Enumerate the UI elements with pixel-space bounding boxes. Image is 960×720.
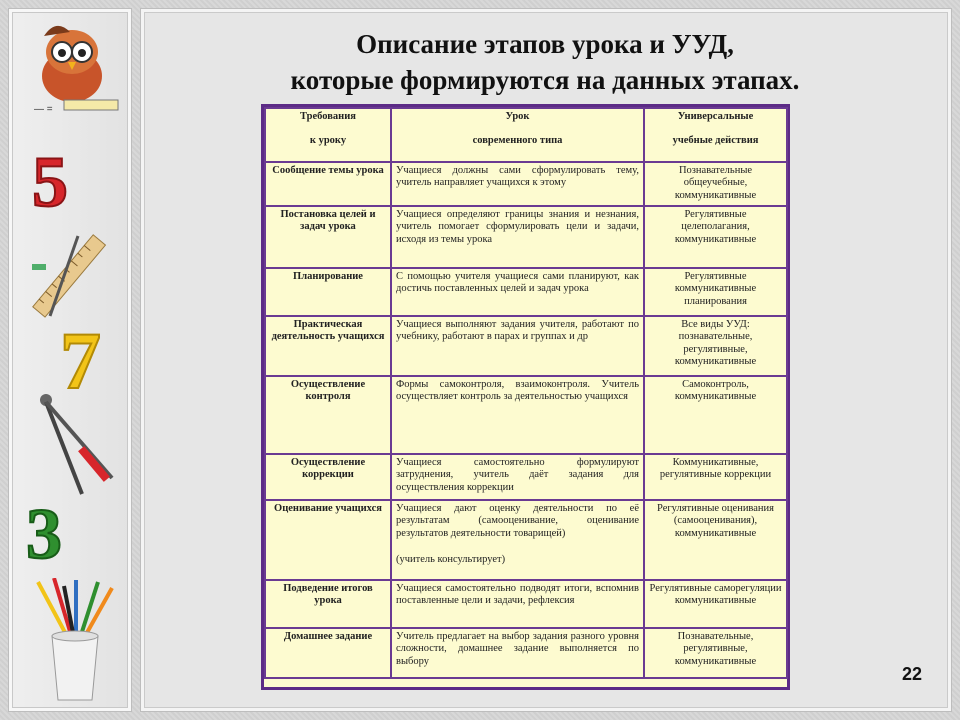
header-lesson-bottom: современного типа [472,135,563,147]
description-cell: Учащиеся определяют границы знания и незнания, учитель помогает сформулировать цели и задачи, исходя из темы урока [391,206,644,268]
table-row [265,376,787,454]
compass-icon [24,386,120,496]
uud-cell: Регулятивные оценивания (самооценивания), коммуникативные [644,500,787,580]
lesson-stages-table [261,104,790,690]
description-cell: Учащиеся самостоятельно подводят итоги, вспомнив поставленные цели и задачи, рефлексия [391,580,644,628]
table-row [265,206,787,268]
owl-teacher-icon [14,14,126,114]
uud-cell: Регулятивные коммуникативные планирования [644,268,787,316]
slide-title [140,26,950,98]
table-row [265,580,787,628]
description-cell [391,500,644,580]
stage-cell: Планирование [265,268,391,316]
svg-text:— =: — = [34,104,53,114]
stage-cell: Осуществление контроля [265,376,391,454]
description-cell: С помощью учителя учащиеся сами планируют, как достичь поставленных целей и задач урока [391,268,644,316]
header-requirements-bottom: к уроку [309,135,347,147]
stage-cell: Сообщение темы урока [265,162,391,206]
table-row [265,162,787,206]
uud-cell: Регулятивные целеполагания, коммуникативные [644,206,787,268]
stage-cell: Оценивание учащихся [265,500,391,580]
table-row [265,500,787,580]
description-cell: Формы самоконтроля, взаимоконтроля. Учитель осуществляет контроль за деятельностью учащихся [391,376,644,454]
header-uud [644,108,787,162]
uud-cell: Познавательные общеучебные, коммуникативные [644,162,787,206]
header-lesson [391,108,644,162]
stage-cell: Домашнее задание [265,628,391,678]
ruler-pencil-icon [20,228,120,328]
stage-cell: Практическая деятельность учащихся [265,316,391,376]
stage-cell: Постановка целей и задач урока [265,206,391,268]
header-uud-top: Универсальные [677,111,754,122]
page-number: 22 [902,664,923,684]
stage-cell: Подведение итогов урока [265,580,391,628]
uud-cell: Коммуникативные, регулятивные коррекции [644,454,787,500]
description-text: Учащиеся дают оценку деятельности по её результатам (самооценивание, оценивание результатов деятельности товарищей) [396,503,639,539]
table-row [265,454,787,500]
number-five-icon [26,146,96,216]
number-three-icon [22,496,92,568]
description-cell: Учащиеся должны сами сформулировать тему, учитель направляет учащихся к этому [391,162,644,206]
description-cell: Учащиеся выполняют задания учителя, работают по учебнику, работают в парах и группах и др [391,316,644,376]
uud-cell: Самоконтроль, коммуникативные [644,376,787,454]
uud-cell: Все виды УУД: познавательные, регулятивные, коммуникативные [644,316,787,376]
header-lesson-top: Урок [505,111,530,122]
uud-cell: Познавательные, регулятивные, коммуникативные [644,628,787,678]
description-cell: Учитель предлагает на выбор задания разного уровня сложности, домашнее задание выполняется по выбору [391,628,644,678]
svg-text:5: 5 [32,146,68,216]
table-row [265,316,787,376]
stage-cell: Осуществление коррекции [265,454,391,500]
slide-title-line-1: Описание этапов урока и УУД, [356,29,734,59]
svg-text:3: 3 [26,496,62,568]
description-note: (учитель консультирует) [396,554,506,566]
slide-title-line-2: которые формируются на данных этапах. [290,65,800,95]
table-row [265,628,787,678]
header-requirements-top: Требования [300,111,356,122]
header-uud-bottom: учебные действия [672,135,759,147]
uud-cell: Регулятивные саморегуляции коммуникативные [644,580,787,628]
table-header-row [265,108,787,162]
description-cell: Учащиеся самостоятельно формулируют затруднения, учитель даёт задания для осуществления коррекции [391,454,644,500]
table-row [265,268,787,316]
svg-text:7: 7 [60,318,101,398]
header-requirements [265,108,391,162]
pencil-cup-icon [28,578,118,706]
